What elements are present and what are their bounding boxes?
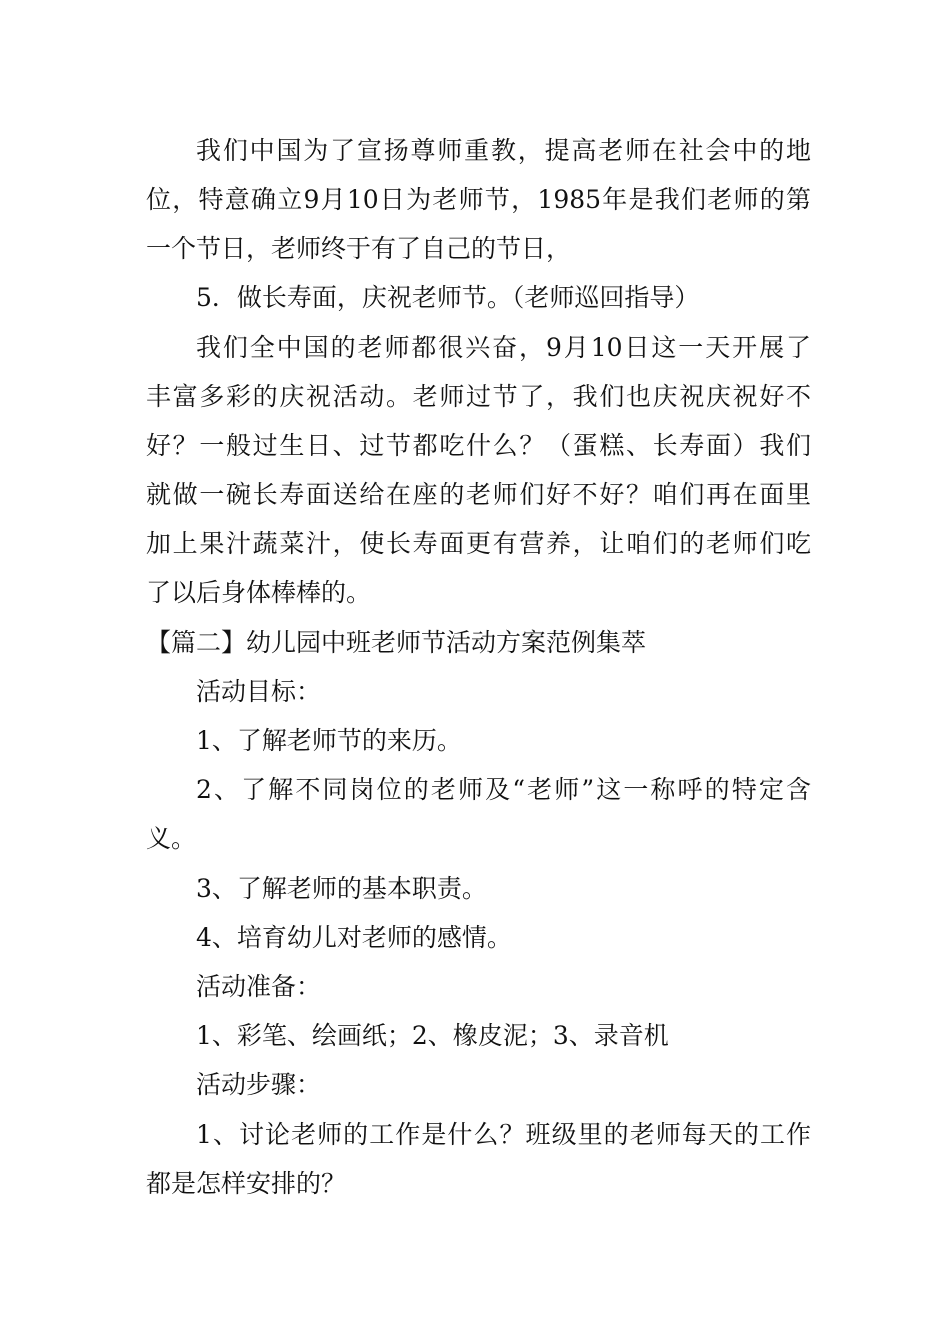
paragraph-2-line-6: 了以后身体棒棒的。 <box>146 578 372 607</box>
goal-4: 4、培育幼儿对老师的感情。 <box>196 923 512 952</box>
paragraph-2-line-2: 丰富多彩的庆祝活动。老师过节了，我们也庆祝庆祝好不 <box>146 382 811 411</box>
paragraph-1-line-1: 我们中国为了宣扬尊师重教，提高老师在社会中的地 <box>196 136 811 165</box>
goal-2-line-2: 义。 <box>146 824 197 853</box>
goal-1: 1、了解老师节的来历。 <box>196 726 462 755</box>
paragraph-2-line-4: 就做一碗长寿面送给在座的老师们好不好？咱们再在面里 <box>146 480 811 509</box>
goals-heading: 活动目标： <box>196 677 322 706</box>
paragraph-1-line-2: 位，特意确立9月10日为老师节，1985年是我们老师的第 <box>146 185 811 214</box>
section-heading: 【篇二】幼儿园中班老师节活动方案范例集萃 <box>146 628 647 657</box>
goal-3: 3、了解老师的基本职责。 <box>196 874 487 903</box>
prep-heading: 活动准备： <box>196 972 322 1001</box>
paragraph-2-line-1: 我们全中国的老师都很兴奋，9月10日这一天开展了 <box>196 333 811 362</box>
paragraph-1-line-3: 一个节日，老师终于有了自己的节日， <box>146 234 572 263</box>
item-5: 5．做长寿面，庆祝老师节。（老师巡回指导） <box>196 283 700 312</box>
step-1-line-1: 1、讨论老师的工作是什么？班级里的老师每天的工作 <box>196 1120 811 1149</box>
steps-heading: 活动步骤： <box>196 1070 322 1099</box>
step-1-line-2: 都是怎样安排的？ <box>146 1169 347 1198</box>
goal-2-line-1: 2、了解不同岗位的老师及“老师”这一称呼的特定含 <box>196 775 811 804</box>
prep-items: 1、彩笔、绘画纸；2、橡皮泥；3、录音机 <box>196 1021 669 1050</box>
paragraph-2-line-3: 好？一般过生日、过节都吃什么？（蛋糕、长寿面）我们 <box>146 431 811 460</box>
paragraph-2-line-5: 加上果汁蔬菜汁，使长寿面更有营养，让咱们的老师们吃 <box>146 529 811 558</box>
